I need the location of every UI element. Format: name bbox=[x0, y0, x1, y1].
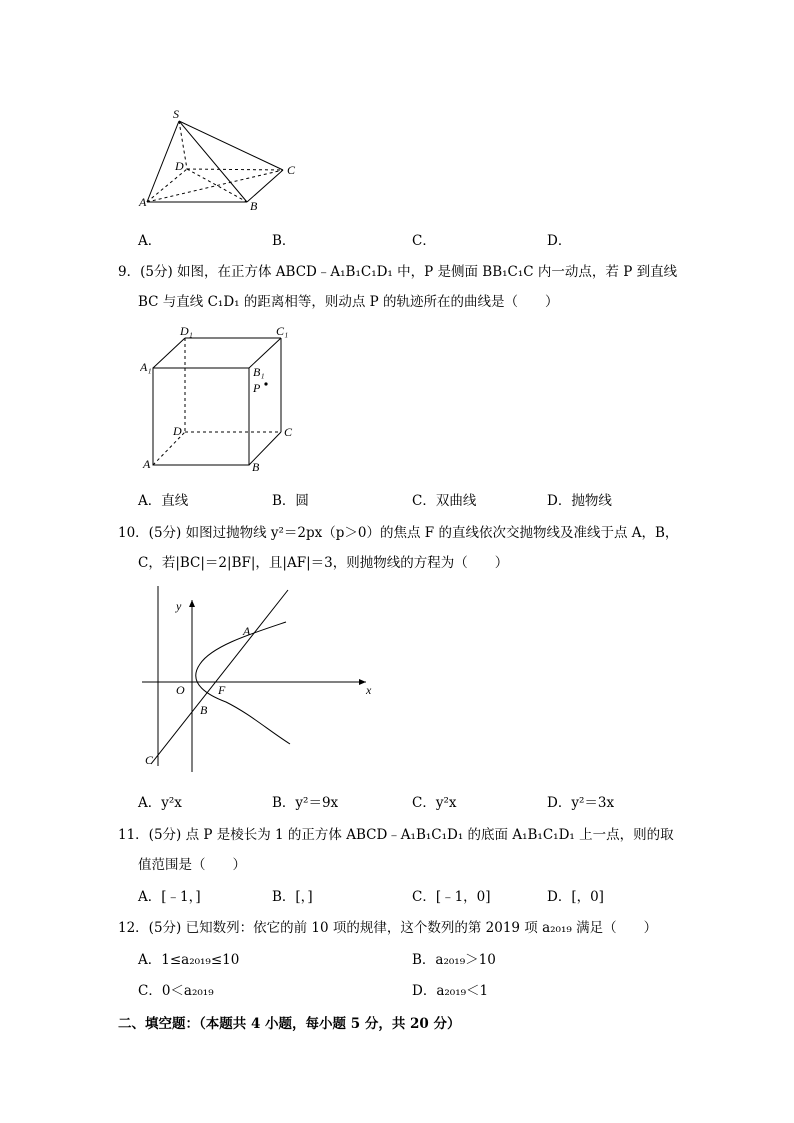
q12-option-c[interactable]: C．0＜a₂₀₁₉ bbox=[138, 983, 214, 999]
q9-label-A: A bbox=[143, 457, 151, 471]
q8-option-d[interactable]: D． bbox=[547, 233, 572, 249]
q9-option-c[interactable]: C．双曲线 bbox=[412, 493, 477, 509]
q11-stem-line2: 值范围是（ ） bbox=[138, 857, 246, 873]
q8-pyramid-figure bbox=[135, 100, 305, 215]
q9-label-D1: D₁ bbox=[180, 324, 193, 338]
q10-stem-line1: 10．(5分) 如图过抛物线 y²＝2px（p＞0）的焦点 F 的直线依次交抛物线及准线于点 A，B， bbox=[118, 525, 679, 541]
q10-label-B: B bbox=[200, 703, 208, 717]
q9-option-d[interactable]: D．抛物线 bbox=[547, 493, 612, 509]
q9-label-B1: B₁ bbox=[253, 365, 265, 379]
q10-option-c[interactable]: C．y²x bbox=[412, 795, 457, 811]
q8-option-b[interactable]: B． bbox=[272, 233, 296, 249]
q11-option-b[interactable]: B．[，] bbox=[272, 889, 313, 905]
q9-stem-line2: BC 与直线 C₁D₁ 的距离相等，则动点 P 的轨迹所在的曲线是（ ） bbox=[138, 294, 559, 310]
q10-parabola-figure bbox=[140, 584, 380, 774]
q11-option-a[interactable]: A．[﹣1，] bbox=[138, 889, 201, 905]
q8-option-a[interactable]: A． bbox=[138, 233, 162, 249]
q11-option-c[interactable]: C．[﹣1，0] bbox=[412, 889, 491, 905]
q11-option-d[interactable]: D．[，0] bbox=[547, 889, 604, 905]
q10-label-O: O bbox=[176, 683, 185, 697]
q8-label-A: A bbox=[139, 195, 147, 209]
q9-label-C: C bbox=[284, 425, 293, 439]
q9-stem-line1: 9．(5分) 如图，在正方体 ABCD﹣A₁B₁C₁D₁ 中，P 是侧面 BB₁C₁C 内一动点，若 P 到直线 bbox=[118, 264, 678, 280]
q8-label-B: B bbox=[250, 199, 258, 213]
q8-label-D: D bbox=[175, 159, 184, 173]
q10-label-A: A bbox=[243, 624, 251, 638]
q12-stem: 12．(5分) 已知数列：依它的前 10 项的规律，这个数列的第 2019 项 a₂₀₁₉ 满足（ ） bbox=[118, 920, 658, 936]
q12-option-b[interactable]: B．a₂₀₁₉＞10 bbox=[412, 952, 496, 968]
q9-point-p bbox=[264, 382, 267, 385]
q9-label-D: D bbox=[173, 424, 182, 438]
q8-option-c[interactable]: C． bbox=[412, 233, 436, 249]
q9-label-B: B bbox=[252, 460, 260, 474]
q9-option-b[interactable]: B．圆 bbox=[272, 493, 309, 509]
q10-label-x: x bbox=[366, 683, 372, 697]
q11-stem-line1: 11．(5分) 点 P 是棱长为 1 的正方体 ABCD﹣A₁B₁C₁D₁ 的底面 A₁B₁C₁D₁ 上一点，则的取 bbox=[118, 827, 674, 843]
q10-label-C: C bbox=[145, 753, 154, 767]
q9-label-C1: C₁ bbox=[276, 324, 289, 338]
q9-cube-figure bbox=[140, 322, 310, 477]
q9-option-a[interactable]: A．直线 bbox=[138, 493, 189, 509]
q8-label-C: C bbox=[287, 163, 296, 177]
q10-label-y: y bbox=[176, 599, 182, 613]
q10-option-b[interactable]: B．y²＝9x bbox=[272, 795, 339, 811]
q10-label-F: F bbox=[218, 683, 226, 697]
section-title: 二、填空题：（本题共 4 小题，每小题 5 分，共 20 分） bbox=[118, 1016, 461, 1032]
q12-option-d[interactable]: D．a₂₀₁₉＜1 bbox=[412, 983, 489, 999]
q10-stem-line2: C，若|BC|＝2|BF|，且|AF|＝3，则抛物线的方程为（ ） bbox=[138, 555, 509, 571]
q8-label-S: S bbox=[173, 107, 179, 121]
q9-label-P: P bbox=[253, 381, 261, 395]
q9-label-A1: A₁ bbox=[140, 360, 152, 374]
q10-option-d[interactable]: D．y²＝3x bbox=[547, 795, 615, 811]
q12-option-a[interactable]: A．1≤a₂₀₁₉≤10 bbox=[138, 952, 240, 968]
q10-option-a[interactable]: A．y²x bbox=[138, 795, 182, 811]
